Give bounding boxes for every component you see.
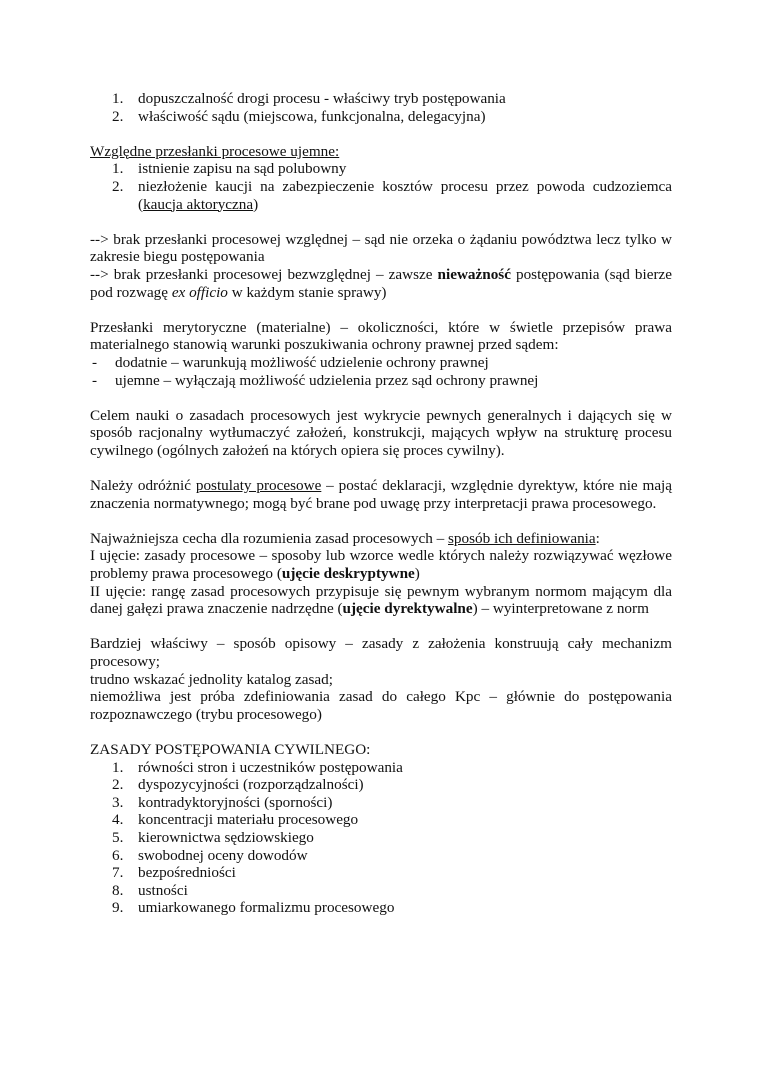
underlined-term: postulaty procesowe [195,477,322,495]
zasady-heading: ZASADY POSTĘPOWANIA CYWILNEGO: [90,740,371,758]
list-item [90,811,672,829]
list-item [90,899,672,917]
list-item [90,372,672,390]
bold-term: ujęcie dyrektywalne [342,600,473,618]
list-item [90,160,672,178]
list-number: 3. [112,793,124,811]
list-item-text: dodatnie – warunkują możliwość udzielenie ochrony prawnej [115,353,489,371]
list-item-text: swobodnej oceny dowodów [138,846,308,864]
italic-term: ex officio [171,283,228,301]
postulates-paragraph: Należy odróżnić postulaty procesowe – postać deklaracji, względnie dyrektyw, które nie mają znaczenia normatywnego; mogą być brane pod uwagę przy interpretacji prawa procesowego. [90,477,673,512]
bardziej-line: Bardziej właściwy – sposób opisowy – zasady z założenia konstruują cały mechanizm procesowy; [90,635,672,670]
list-number: 4. [112,811,124,829]
merit-paragraph: Przesłanki merytoryczne (materialne) – okoliczności, które w świetle przepisów prawa materialnego stanowią warunki poszukiwania ochrony prawnej przed sądem: [90,318,672,354]
list-item [90,864,672,882]
list-item [90,776,672,794]
list-item [90,90,672,108]
dash-bullet: - [92,371,98,389]
underlined-term: sposób ich definiowania [448,529,596,547]
relative-list [90,160,672,213]
bold-term: nieważność [437,265,511,283]
list-number: 6. [112,846,124,864]
list-item-text: bezpośredniości [138,864,236,882]
list-number: 8. [112,881,124,899]
list-item: 2. niezłożenie kaucji na zabezpieczenie kosztów procesu przez powoda cudzoziemca (kaucja aktoryczna) [112,177,672,213]
list-item [90,108,672,126]
arrow-note-relative: --> brak przesłanki procesowej względnej – sąd nie orzeka o żądaniu powództwa lecz tylko w zakresie biegu postępowania [90,230,672,266]
list-number: 2. [112,776,124,794]
dash-bullet: - [92,353,98,371]
list-number: 1. [112,160,124,178]
list-item-text: istnienie zapisu na sąd polubowny [138,160,347,178]
merit-list [90,354,672,389]
list-item [90,794,672,812]
kaucja-term: kaucja aktoryczna [143,195,254,213]
definition-line: Najważniejsza cecha dla rozumienia zasad procesowych – sposób ich definiowania: [90,529,600,547]
list-item-text: niezłożenie kaucji na zabezpieczenie kosztów procesu przez powoda cudzoziemca ( [138,177,672,213]
zasady-list [90,759,672,917]
list-number: 1. [112,758,124,776]
ujecie-directive: II ujęcie: rangę zasad procesowych przypisuje się pewnym wybranym normom mającym dla danej gałęzi prawa znaczenie nadrzędne (ujęcie dyrektywalne) – wyinterpretowane z norm [90,582,672,618]
list-number: 2. [112,177,124,195]
list-item-text: dyspozycyjności (rozporządzalności) [138,776,364,794]
list-item-text: kierownictwa sędziowskiego [138,828,314,846]
list-item-text: równości stron i uczestników postępowania [138,758,403,776]
science-paragraph: Celem nauki o zasadach procesowych jest wykrycie pewnych generalnych i dających się w sposób racjonalny wytłumaczyć założeń, konstrukcji, mających wpływ na strukturę procesu cywilnego (ogólnych założeń na których opiera się proces cywilny). [90,406,672,459]
list-item-text: właściwość sądu (miejscowa, funkcjonalna, delegacyjna) [138,107,486,125]
list-item [90,882,672,900]
list-number: 5. [112,828,124,846]
list-item [90,829,672,847]
document-page [90,90,672,917]
list-item-text: ustności [138,881,188,899]
arrow-note-absolute: --> brak przesłanki procesowej bezwzględnej – zawsze nieważność postępowania (sąd bierze pod rozwagę ex officio w każdym stanie sprawy) [90,265,672,301]
list-item-text: ujemne – wyłączają możliwość udzielenia przez sąd ochrony prawnej [115,371,539,389]
ujecie-descriptive: I ujęcie: zasady procesowe – sposoby lub wzorce wedle których należy rozwiązywać węzłowe problemy prawa procesowego (ujęcie deskryptywne) [90,547,672,583]
bardziej-line: niemożliwa jest próba zdefiniowania zasad do całego Kpc – głównie do postępowania rozpoznawczego (trybu procesowego) [90,688,672,723]
list-number: 7. [112,864,124,882]
list-item [90,759,672,777]
list-number: 9. [112,899,124,917]
list-item [90,847,672,865]
list-item-text: dopuszczalność drogi procesu - właściwy tryb postępowania [138,90,506,107]
list-number: 2. [112,107,124,125]
list-item-text: kontradyktoryjności (sporności) [138,793,333,811]
relative-heading: Względne przesłanki procesowe ujemne: [90,142,340,160]
list-item-text: umiarkowanego formalizmu procesowego [138,899,395,917]
bardziej-line: trudno wskazać jednolity katalog zasad; [90,670,333,688]
list-number: 1. [112,90,124,107]
list-item [90,354,672,372]
list-item-text: koncentracji materiału procesowego [138,811,359,829]
bold-term: ujęcie deskryptywne [281,565,415,583]
list-top [90,90,672,125]
